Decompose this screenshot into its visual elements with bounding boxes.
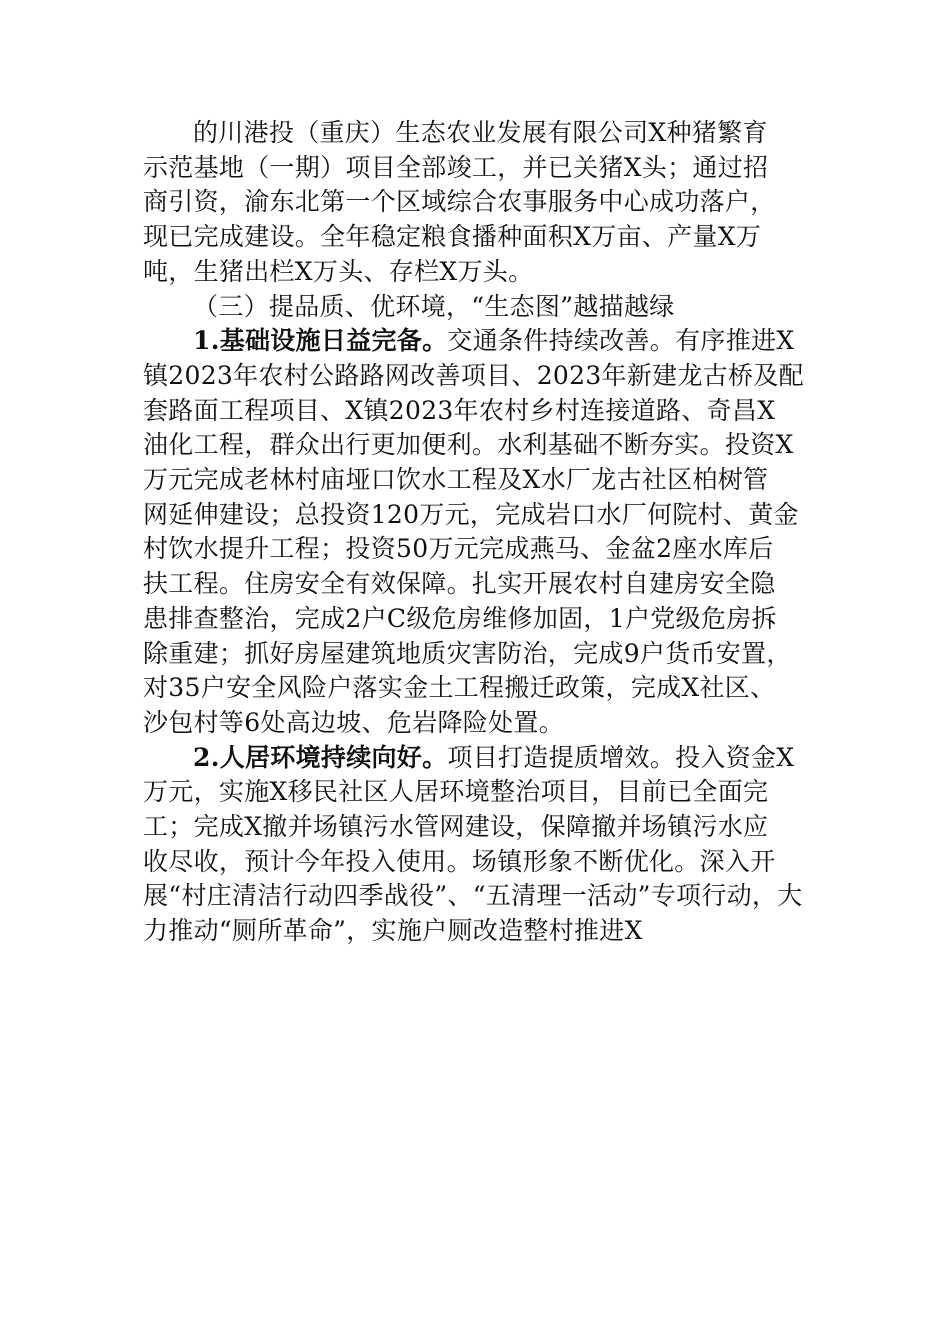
- paragraph-1: [143, 116, 809, 290]
- paragraph-line: 扶工程。住房安全有效保障。扎实开展农村自建房安全隐: [143, 569, 776, 599]
- paragraph-lead: 2.人居环境持续向好。: [193, 742, 448, 772]
- paragraph-line: 力推动“厕所革命”，实施户厕改造整村推进X: [143, 916, 643, 946]
- section-heading: （三）提品质、优环境，“生态图”越描越绿: [193, 291, 675, 321]
- paragraph-2: [143, 324, 809, 740]
- document-body: [143, 116, 809, 949]
- paragraph-line: 现已完成建设。全年稳定粮食播种面积X万亩、产量X万: [143, 222, 762, 252]
- paragraph-line: 患排查整治，完成2户C级危房维修加固，1户党级危房拆: [143, 603, 777, 633]
- paragraph-line: 镇2023年农村公路路网改善项目、2023年新建龙古桥及配: [143, 360, 804, 390]
- paragraph-line: 村饮水提升工程；投资50万元完成燕马、金盆2座水库后: [143, 534, 774, 564]
- paragraph-line: 油化工程，群众出行更加便利。水利基础不断夯实。投资X: [143, 430, 794, 460]
- paragraph-line: 除重建；抓好房屋建筑地质灾害防治，完成9户货币安置，: [143, 638, 792, 668]
- paragraph-line: [143, 324, 809, 359]
- paragraph-lead: 1.基础设施日益完备。: [193, 326, 448, 356]
- paragraph-line: 商引资，渝东北第一个区域综合农事服务中心成功落户，: [143, 187, 776, 217]
- paragraph-line: 展“村庄清洁行动四季战役”、“五清理一活动”专项行动，大: [143, 881, 803, 911]
- paragraph-line: 沙包村等6处高边坡、危岩降险处置。: [143, 707, 565, 737]
- paragraph-line: 的川港投（重庆）生态农业发展有限公司X种猪繁育: [193, 118, 768, 147]
- paragraph-line: 套路面工程项目、X镇2023年农村乡村连接道路、奇昌X: [143, 395, 776, 425]
- paragraph-line: [143, 741, 809, 776]
- paragraph-line: 吨，生猪出栏X万头、存栏X万头。: [143, 256, 534, 286]
- paragraph-3: [143, 741, 809, 949]
- paragraph-line: 万元完成老林村庙垭口饮水工程及X水厂龙古社区柏树管: [143, 465, 769, 495]
- paragraph-line: 示范基地（一期）项目全部竣工，并已关猪X头；通过招: [143, 152, 769, 182]
- paragraph-line-text: 项目打造提质增效。投入资金X: [447, 742, 795, 772]
- paragraph-line: 网延伸建设；总投资120万元，完成岩口水厂何院村、黄金: [143, 499, 799, 529]
- paragraph-line: 对35户安全风险户落实金土工程搬迁政策，完成X社区、: [143, 673, 776, 703]
- paragraph-line: 收尽收，预计今年投入使用。场镇形象不断优化。深入开: [143, 846, 776, 876]
- paragraph-line-text: 交通条件持续改善。有序推进X: [447, 326, 795, 356]
- paragraph-line: 工；完成X撤并场镇污水管网建设，保障撤并场镇污水应: [143, 812, 769, 842]
- paragraph-line: 万元，实施X移民社区人居环境整治项目，目前已全面完: [143, 777, 769, 807]
